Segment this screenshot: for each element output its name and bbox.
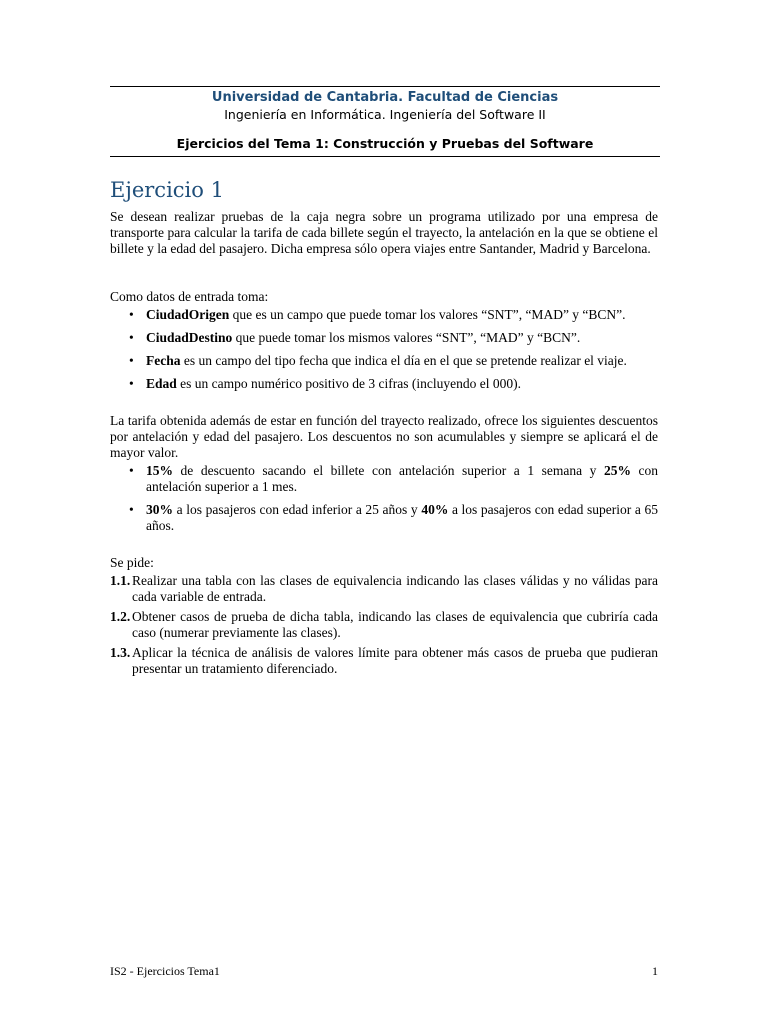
page-number: 1 xyxy=(652,964,658,978)
task-item xyxy=(110,573,658,605)
header-top-rule xyxy=(110,86,660,87)
input-desc: es un campo numérico positivo de 3 cifras (incluyendo el 000). xyxy=(176,376,521,391)
page-footer xyxy=(110,964,658,979)
input-desc: que es un campo que puede tomar los valores “SNT”, “MAD” y “BCN”. xyxy=(229,307,626,322)
discounts-list xyxy=(110,463,658,534)
header-bottom-rule xyxy=(110,156,660,157)
task-text: Realizar una tabla con las clases de equivalencia indicando las clases válidas y no válidas para cada variable de entrada. xyxy=(132,573,658,604)
input-term: Fecha xyxy=(146,353,181,368)
discount-percent: 30% xyxy=(146,502,173,517)
input-term: CiudadOrigen xyxy=(146,307,230,322)
inputs-intro: Como datos de entrada toma: xyxy=(110,289,269,304)
task-text: Aplicar la técnica de análisis de valores límite para obtener más casos de prueba que pudieran presentar un tratamiento diferenciado. xyxy=(132,645,658,676)
footer-label: IS2 - Ejercicios Tema1 xyxy=(110,964,220,978)
list-item: • 30% a los pasajeros con edad inferior a 25 años y 40% a los pasajeros con edad superior a 65 años. xyxy=(129,502,659,533)
task-item xyxy=(110,609,658,641)
task-number: 1.2. xyxy=(110,609,131,624)
discount-percent: 25% xyxy=(603,463,631,478)
degree-line: Ingeniería en Informática. Ingeniería del Software II xyxy=(224,107,546,122)
input-term: CiudadDestino xyxy=(146,330,233,345)
discount-text: a los pasajeros con edad superior a 65 años. xyxy=(146,502,659,533)
task-text: Obtener casos de prueba de dicha tabla, indicando las clases de equivalencia que cubriría cada caso (numerar previamente las clases). xyxy=(132,609,658,640)
task-number: 1.3. xyxy=(110,645,131,660)
page-header xyxy=(110,86,660,157)
exercises-line: Ejercicios del Tema 1: Construcción y Pruebas del Software xyxy=(176,136,594,151)
exercise-title: Ejercicio 1 xyxy=(110,178,224,202)
discount-percent: 15% xyxy=(146,463,173,478)
input-desc: que puede tomar los mismos valores “SNT”, “MAD” y “BCN”. xyxy=(232,330,581,345)
tasks-intro: Se pide: xyxy=(110,555,154,570)
inputs-list xyxy=(110,307,658,392)
university-line: Universidad de Cantabria. Facultad de Ciencias xyxy=(211,90,559,105)
tariff-paragraph: La tarifa obtenida además de estar en función del trayecto realizado, ofrece los siguientes descuentos por antelación y edad del pasajero. Los descuentos no son acumulables y siempre se aplicará el de mayor valor. xyxy=(110,413,658,460)
discount-percent: 40% xyxy=(421,502,449,517)
input-desc: es un campo del tipo fecha que indica el día en el que se pretende realizar el viaje. xyxy=(180,353,627,368)
list-item: • Edad es un campo numérico positivo de 3 cifras (incluyendo el 000). xyxy=(129,376,521,391)
discount-text: de descuento sacando el billete con antelación superior a 1 semana y xyxy=(173,463,604,478)
tasks-list xyxy=(110,573,658,677)
input-term: Edad xyxy=(146,376,177,391)
discount-text: con antelación superior a 1 mes. xyxy=(146,463,658,494)
list-item: • CiudadDestino que puede tomar los mismos valores “SNT”, “MAD” y “BCN”. xyxy=(129,330,581,345)
intro-paragraph: Se desean realizar pruebas de la caja negra sobre un programa utilizado por una empresa de transporte para calcular la tarifa de cada billete según el trayecto, la antelación en la que se obtiene el billete y la edad del pasajero. Dicha empresa sólo opera viajes entre Santander, Madrid y Barcelona. xyxy=(110,209,658,256)
discount-text: a los pasajeros con edad inferior a 25 años y xyxy=(173,502,422,517)
task-number: 1.1. xyxy=(110,573,131,588)
document-body xyxy=(110,176,658,681)
list-item: • 15% de descuento sacando el billete con antelación superior a 1 semana y 25% con antelación superior a 1 mes. xyxy=(129,463,658,494)
list-item: • CiudadOrigen que es un campo que puede tomar los valores “SNT”, “MAD” y “BCN”. xyxy=(129,307,626,322)
task-item xyxy=(110,645,658,677)
list-item: • Fecha es un campo del tipo fecha que indica el día en el que se pretende realizar el viaje. xyxy=(129,353,627,368)
